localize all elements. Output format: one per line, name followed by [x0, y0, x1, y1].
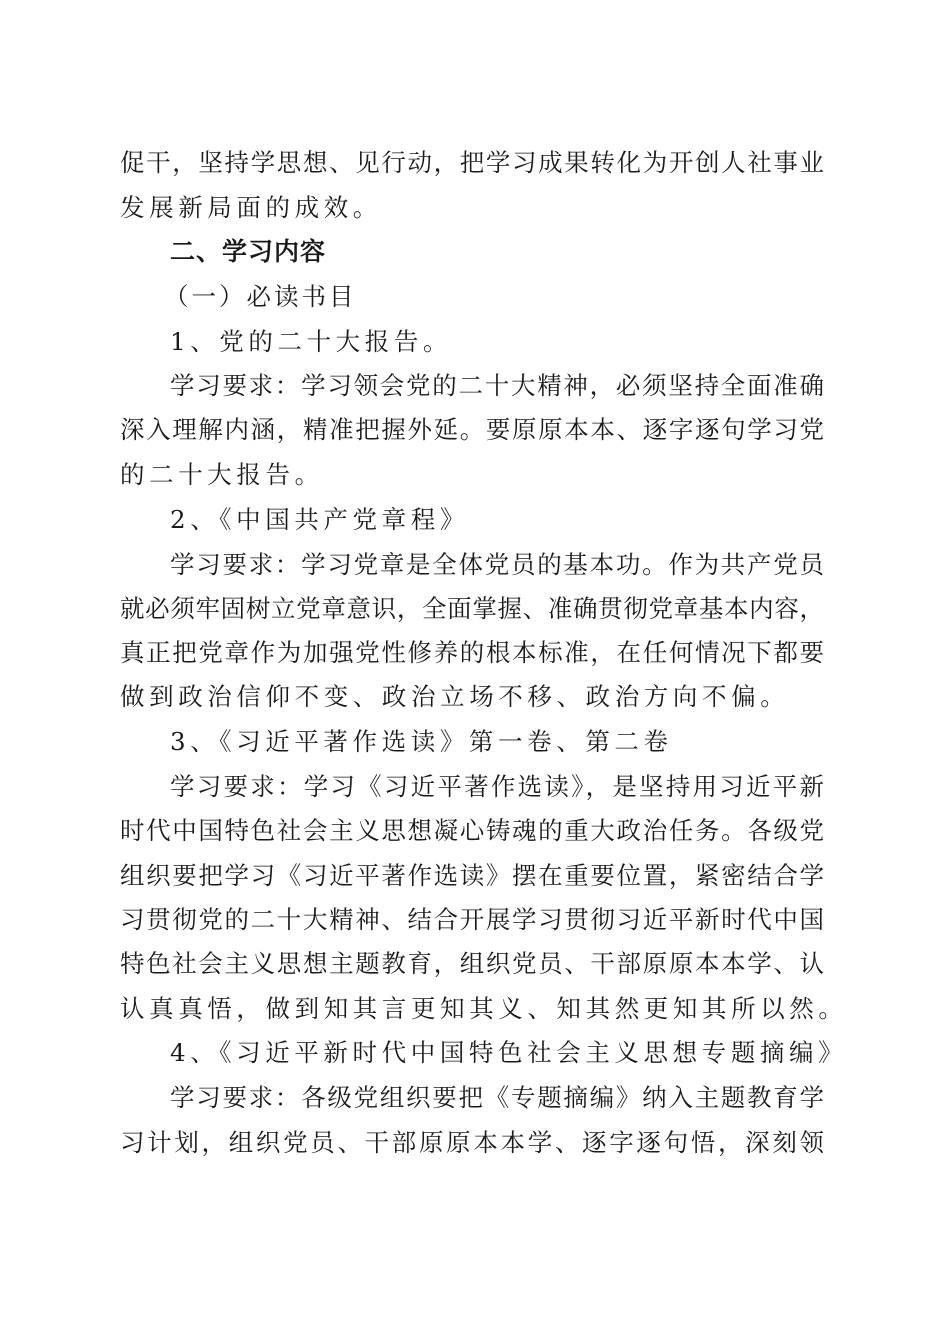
paragraph-line: 学习要求：学习《习近平著作选读》，是坚持用习近平新 — [170, 772, 824, 801]
paragraph-line: 深入理解内涵，精准把握外延。要原原本本、逐字逐句学习党 — [120, 415, 824, 444]
reading-item-title: 4、《习近平新时代中国特色社会主义思想专题摘编》 — [170, 1038, 848, 1067]
paragraph-line: 学习要求：学习党章是全体党员的基本功。作为共产党员 — [170, 550, 824, 579]
paragraph-line: 习计划，组织党员、干部原原本本学、逐字逐句悟，深刻领 — [120, 1128, 824, 1157]
reading-item-title: 1、党的二十大报告。 — [170, 327, 453, 356]
paragraph-line: 就必须牢固树立党章意识，全面掌握、准确贯彻党章基本内容， — [120, 594, 824, 623]
reading-item-title: 2、《中国共产党章程》 — [170, 505, 469, 534]
reading-item-title: 3、《习近平著作选读》第一卷、第二卷 — [170, 727, 673, 756]
paragraph-line: 发展新局面的成效。 — [120, 193, 382, 222]
paragraph-line: 认真真悟，做到知其言更知其义、知其然更知其所以然。 — [120, 994, 848, 1023]
paragraph-line: 促干，坚持学思想、见行动，把学习成果转化为开创人社事业 — [120, 148, 824, 177]
paragraph-line: 组织要把学习《习近平著作选读》摆在重要位置，紧密结合学 — [120, 861, 824, 890]
section-heading: 二、学习内容 — [170, 237, 327, 266]
paragraph-line: 特色社会主义思想主题教育，组织党员、干部原原本本学、认 — [120, 949, 824, 978]
paragraph-line: 学习要求：各级党组织要把《专题摘编》纳入主题教育学 — [170, 1083, 824, 1112]
paragraph-line: 做到政治信仰不变、政治立场不移、政治方向不偏。 — [120, 682, 790, 711]
paragraph-line: 时代中国特色社会主义思想凝心铸魂的重大政治任务。各级党 — [120, 816, 824, 845]
paragraph-line: 习贯彻党的二十大精神、结合开展学习贯彻习近平新时代中国 — [120, 905, 824, 934]
subsection-heading: （一）必读书目 — [164, 282, 357, 311]
paragraph-line: 真正把党章作为加强党性修养的根本标准，在任何情况下都要 — [120, 638, 824, 667]
paragraph-line: 的二十大报告。 — [120, 460, 324, 489]
paragraph-line: 学习要求：学习领会党的二十大精神，必须坚持全面准确 — [170, 371, 824, 400]
